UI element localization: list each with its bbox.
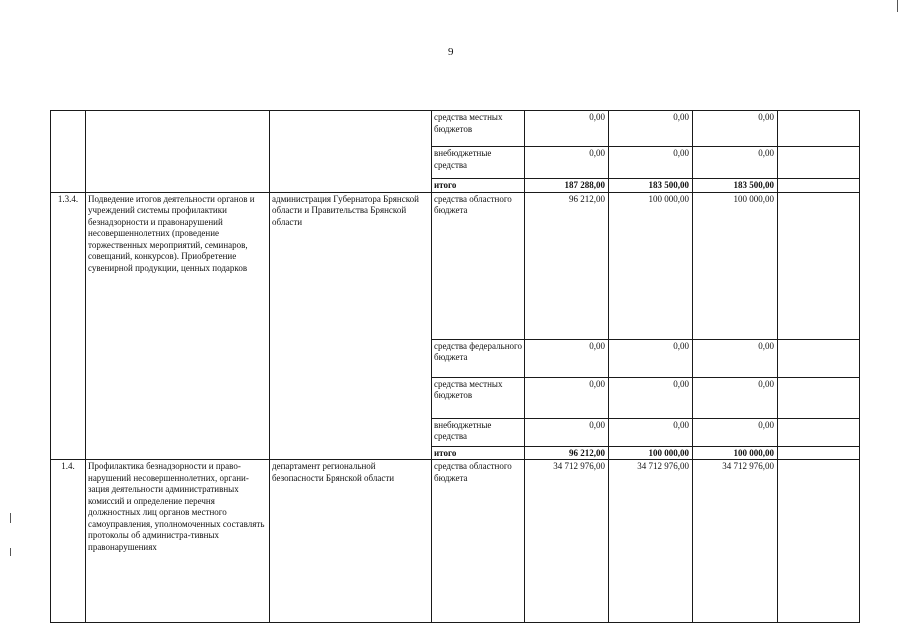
value-cell: 0,00 [525, 111, 609, 147]
table-row [51, 192, 860, 339]
note-cell [778, 446, 860, 460]
source-label: средства федерального бюджета [432, 339, 525, 377]
note-cell [778, 418, 860, 446]
value-cell: 0,00 [609, 147, 693, 179]
table-row [51, 111, 860, 147]
note-cell [778, 377, 860, 418]
note-cell [778, 179, 860, 193]
value-cell: 0,00 [609, 339, 693, 377]
description-cell [86, 111, 270, 193]
note-cell [778, 147, 860, 179]
value-cell: 100 000,00 [693, 192, 778, 339]
value-cell: 0,00 [693, 147, 778, 179]
value-cell: 0,00 [525, 377, 609, 418]
note-cell [778, 339, 860, 377]
total-value: 183 500,00 [693, 179, 778, 193]
value-cell: 100 000,00 [609, 192, 693, 339]
item-executor: администрация Губернатора Брянской области и Правительства Брянской области [270, 192, 432, 460]
note-cell [778, 111, 860, 147]
source-label: средства областного бюджета [432, 460, 525, 623]
value-cell: 0,00 [693, 377, 778, 418]
source-label: средства местных бюджетов [432, 377, 525, 418]
total-value: 100 000,00 [693, 446, 778, 460]
total-value: 183 500,00 [609, 179, 693, 193]
item-description: Профилактика безнадзорности и право-нарушений несовершеннолетних, органи-зация деятельности административных комиссий и определение перечня должностных лиц органов местного самоуправления, уполномоченных составлять протоколы об администра-тивных правонарушениях [86, 460, 270, 623]
item-description: Подведение итогов деятельности органов и учреждений системы профилактики безнадзорности и правонарушений несовершеннолетних (проведение торжественных мероприятий, семинаров, совещаний, конкурсов). Приобретение сувенирной продукции, ценных подарков [86, 192, 270, 460]
scan-edge-mark [897, 0, 898, 12]
value-cell: 96 212,00 [525, 192, 609, 339]
total-value: 187 288,00 [525, 179, 609, 193]
item-executor: департамент региональной безопасности Брянской области [270, 460, 432, 623]
value-cell: 0,00 [693, 418, 778, 446]
value-cell: 0,00 [609, 418, 693, 446]
total-value: 96 212,00 [525, 446, 609, 460]
page-number: 9 [448, 46, 454, 58]
note-cell [778, 192, 860, 339]
value-cell: 0,00 [609, 111, 693, 147]
total-label: итого [432, 446, 525, 460]
budget-table [50, 110, 860, 623]
value-cell: 34 712 976,00 [609, 460, 693, 623]
value-cell: 0,00 [693, 111, 778, 147]
source-label: внебюджетные средства [432, 418, 525, 446]
value-cell: 0,00 [525, 418, 609, 446]
value-cell: 34 712 976,00 [693, 460, 778, 623]
scan-edge-mark [10, 513, 11, 523]
total-label: итого [432, 179, 525, 193]
scan-edge-mark [10, 548, 11, 556]
executor-cell [270, 111, 432, 193]
value-cell: 0,00 [693, 339, 778, 377]
code-cell [51, 111, 86, 193]
value-cell: 34 712 976,00 [525, 460, 609, 623]
value-cell: 0,00 [609, 377, 693, 418]
source-label: средства областного бюджета [432, 192, 525, 339]
item-code: 1.4. [51, 460, 86, 623]
table-row [51, 460, 860, 623]
source-label: внебюджетные средства [432, 147, 525, 179]
item-code: 1.3.4. [51, 192, 86, 460]
source-label: средства местных бюджетов [432, 111, 525, 147]
value-cell: 0,00 [525, 147, 609, 179]
total-value: 100 000,00 [609, 446, 693, 460]
note-cell [778, 460, 860, 623]
value-cell: 0,00 [525, 339, 609, 377]
